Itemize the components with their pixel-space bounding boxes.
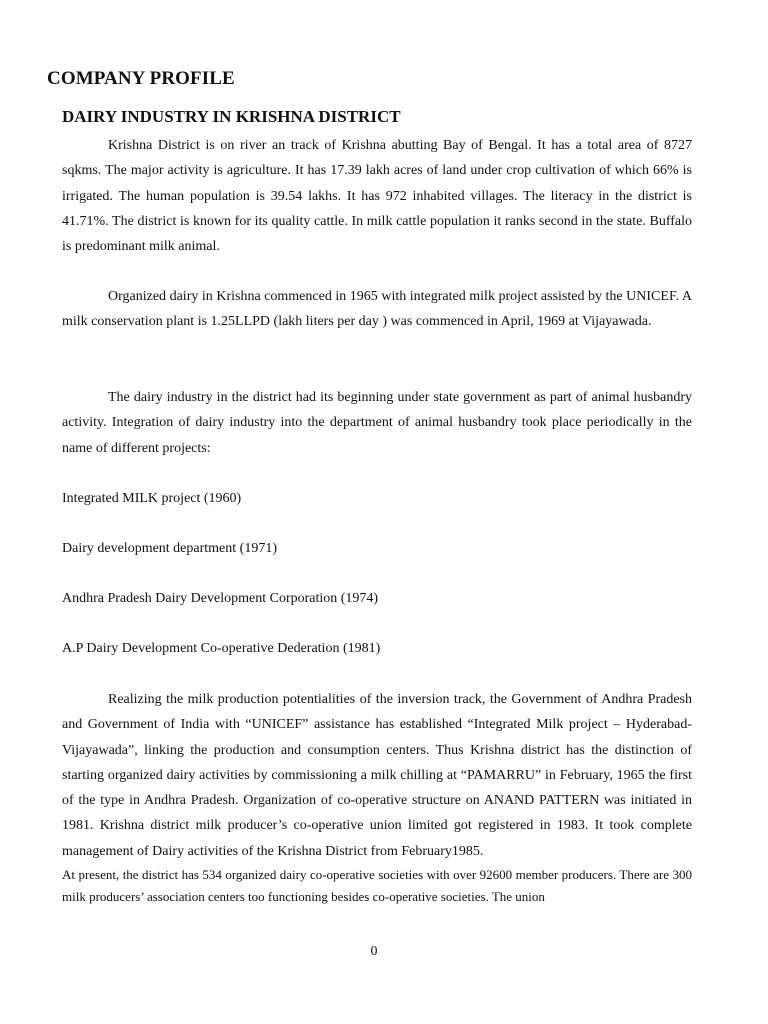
page-number: 0 bbox=[370, 944, 378, 959]
paragraph-district-overview: Krishna District is on river an track of Krishna abutting Bay of Bengal. It has a total area of 8727 sqkms. The major activity is agriculture. It has 17.39 lakh acres of land under crop cultivation of which 66% is irrigated. The human population is 39.54 lakhs. It has 972 inhabited villages. The literacy in the district is 41.71%. The district is known for its quality cattle. In milk cattle population it ranks second in the state. Buffalo is predominant milk animal. bbox=[62, 138, 692, 255]
project-list-item: A.P Dairy Development Co-operative Dederation (1981) bbox=[62, 641, 381, 656]
paragraph-dairy-history: The dairy industry in the district had its beginning under state government as part of animal husbandry activity. Integration of dairy industry into the department of animal husbandry took place periodically in the name of different projects: bbox=[62, 390, 692, 456]
paragraph-present-status: At present, the district has 534 organized dairy co-operative societies with over 92600 member producers. There are 300 milk producers’ association centers too functioning besides co-operative societies. The union bbox=[62, 867, 692, 904]
paragraph-organized-dairy: Organized dairy in Krishna commenced in 1965 with integrated milk project assisted by the UNICEF. A milk conservation plant is 1.25LLPD (lakh liters per day ) was commenced in April, 1969 at Vijayawada. bbox=[62, 289, 692, 330]
section-heading: DAIRY INDUSTRY IN KRISHNA DISTRICT bbox=[62, 107, 401, 126]
project-list-item: Andhra Pradesh Dairy Development Corporation (1974) bbox=[62, 591, 379, 606]
paragraph-unicef-project: Realizing the milk production potentialities of the inversion track, the Government of Andhra Pradesh and Government of India with “UNICEF” assistance has established “Integrated Milk project – Hyderabad-Vijayawada”, linking the production and consumption centers. Thus Krishna district has the distinction of starting organized dairy activities by commissioning a milk chilling at “PAMARRU” in February, 1965 the first of the type in Andhra Pradesh. Organization of co-operative structure on ANAND PATTERN was initiated in 1981. Krishna district milk producer’s co-operative union limited got registered in 1983. It took complete management of Dairy activities of the Krishna District from February1985. bbox=[62, 692, 692, 859]
page-title: COMPANY PROFILE bbox=[47, 68, 235, 89]
project-list-item: Dairy development department (1971) bbox=[62, 541, 277, 556]
project-list-item: Integrated MILK project (1960) bbox=[62, 491, 242, 506]
